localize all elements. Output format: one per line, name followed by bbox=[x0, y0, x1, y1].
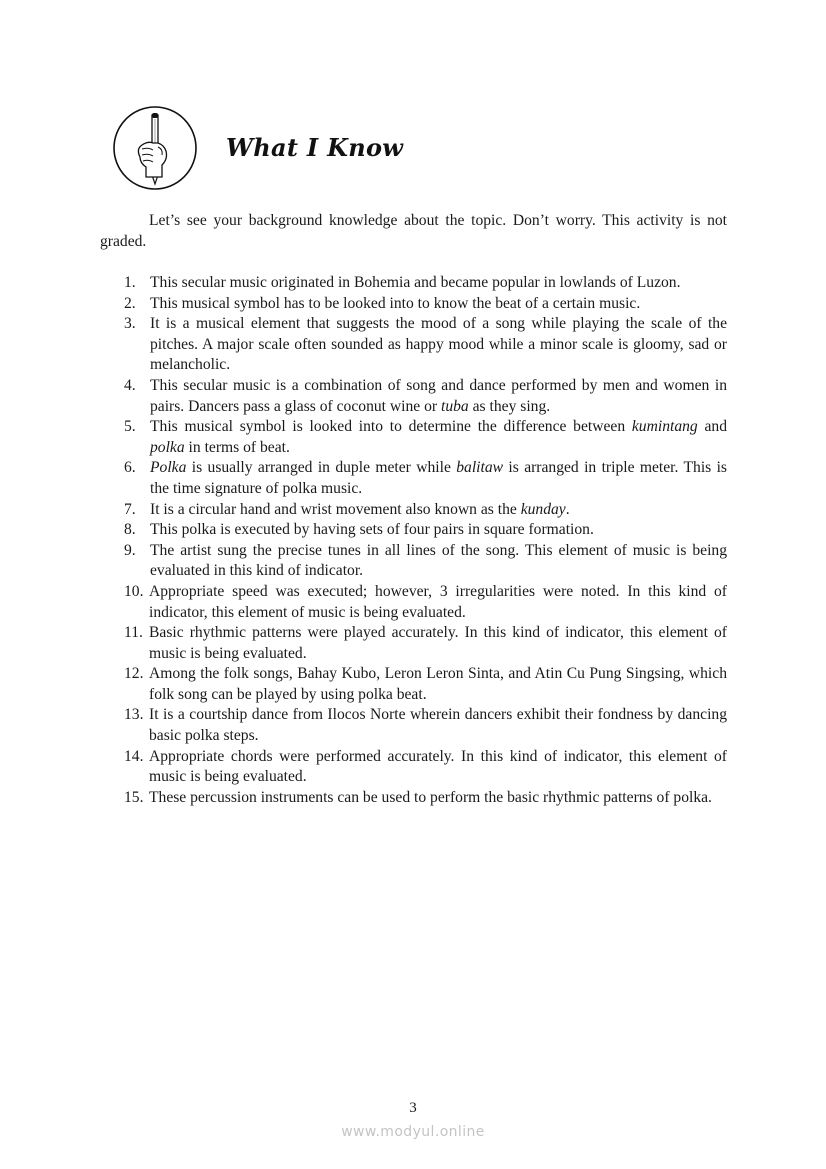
item-text: This musical symbol has to be looked into to know the beat of a certain music. bbox=[150, 294, 641, 312]
item-number: 15. bbox=[124, 788, 144, 806]
item-number: 11. bbox=[124, 624, 143, 642]
hand-holding-pencil-icon bbox=[112, 105, 198, 191]
item-text: This musical symbol is looked into to determine the difference between kumintang and polka in terms of beat. bbox=[150, 418, 727, 456]
item-text: It is a musical element that suggests the mood of a song while playing the scale of the pitches. A major scale often sounded as happy mood while a minor scale is gloomy, sad or melancholic. bbox=[150, 315, 727, 374]
item-text: This polka is executed by having sets of four pairs in square formation. bbox=[150, 521, 594, 539]
list-item bbox=[100, 705, 727, 746]
section-header bbox=[112, 105, 198, 191]
question-list bbox=[100, 273, 727, 808]
item-text: Polka is usually arranged in duple meter while balitaw is arranged in triple meter. This is the time signature of polka music. bbox=[150, 459, 727, 497]
list-item bbox=[100, 500, 727, 521]
item-number: 7. bbox=[124, 500, 136, 518]
item-number: 2. bbox=[124, 294, 136, 312]
item-number: 10. bbox=[124, 582, 144, 600]
item-text: It is a circular hand and wrist movement also known as the kunday. bbox=[150, 500, 570, 518]
item-text: It is a courtship dance from Ilocos Norte wherein dancers exhibit their fondness by dancing basic polka steps. bbox=[149, 706, 727, 745]
item-number: 12. bbox=[124, 665, 144, 683]
item-text: Basic rhythmic patterns were played accurately. In this kind of indicator, this element of music is being evaluated. bbox=[149, 624, 727, 662]
item-text: The artist sung the precise tunes in all lines of the song. This element of music is being evaluated in this kind of indicator. bbox=[150, 541, 727, 580]
page-number: 3 bbox=[409, 1100, 417, 1116]
list-item bbox=[100, 458, 727, 499]
list-item bbox=[100, 314, 727, 376]
item-number: 4. bbox=[124, 376, 136, 394]
intro-paragraph bbox=[100, 211, 727, 252]
item-text: Among the folk songs, Bahay Kubo, Leron Leron Sinta, and Atin Cu Pung Singsing, which folk song can be played by using polka beat. bbox=[149, 665, 727, 703]
item-text: Appropriate speed was executed; however, 3 irregularities were noted. In this kind of indicator, this element of music is being evaluated. bbox=[149, 582, 727, 621]
intro-text: Let’s see your background knowledge about the topic. Don’t worry. This activity is not graded. bbox=[100, 212, 727, 250]
list-item bbox=[100, 623, 727, 664]
page-title: What I Know bbox=[226, 133, 404, 162]
item-number: 8. bbox=[124, 521, 136, 539]
list-item bbox=[100, 417, 727, 458]
list-item bbox=[100, 582, 727, 623]
list-item bbox=[100, 788, 727, 809]
list-item bbox=[100, 273, 727, 294]
item-text: This secular music is a combination of song and dance performed by men and women in pairs. Dancers pass a glass of coconut wine or tuba as they sing. bbox=[150, 376, 727, 415]
list-item bbox=[100, 664, 727, 705]
item-number: 5. bbox=[124, 418, 136, 436]
list-item bbox=[100, 294, 727, 315]
item-number: 13. bbox=[124, 706, 144, 724]
list-item bbox=[100, 520, 727, 541]
list-item bbox=[100, 541, 727, 582]
list-item bbox=[100, 747, 727, 788]
item-text: These percussion instruments can be used to perform the basic rhythmic patterns of polka. bbox=[149, 788, 712, 806]
item-text: Appropriate chords were performed accurately. In this kind of indicator, this element of music is being evaluated. bbox=[149, 747, 727, 786]
item-number: 14. bbox=[124, 747, 144, 765]
item-number: 3. bbox=[124, 315, 136, 333]
item-number: 6. bbox=[124, 459, 136, 477]
item-number: 1. bbox=[124, 274, 136, 291]
item-text: This secular music originated in Bohemia and became popular in lowlands of Luzon. bbox=[150, 274, 681, 291]
item-number: 9. bbox=[124, 541, 136, 559]
watermark: www.modyul.online bbox=[341, 1124, 485, 1140]
list-item bbox=[100, 376, 727, 417]
